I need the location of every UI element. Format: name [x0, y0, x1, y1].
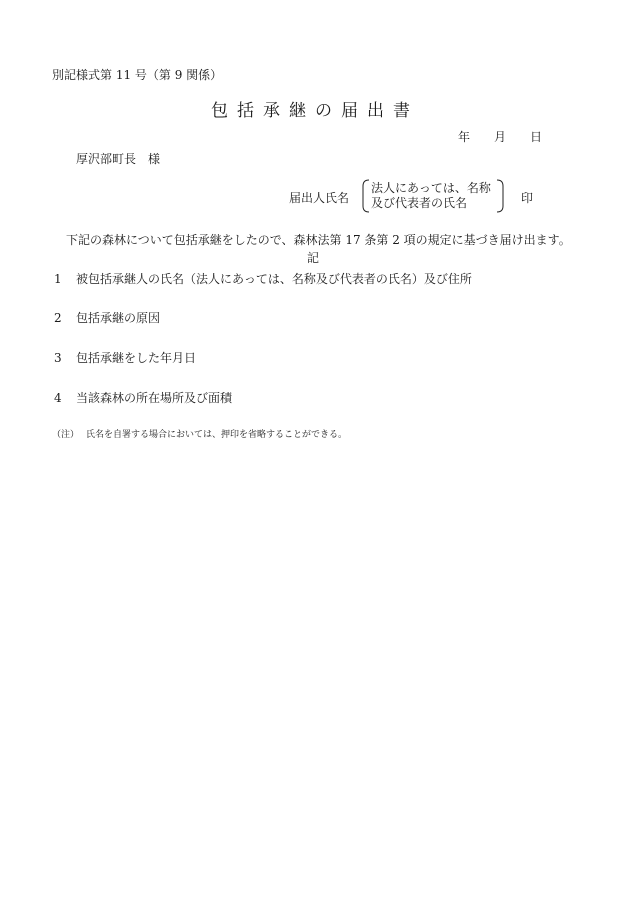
- date-year: 年: [458, 130, 471, 144]
- date-line: [458, 128, 542, 145]
- addressee: 厚沢部町長 様: [76, 152, 161, 166]
- applicant-name-label: 届出人氏名: [289, 191, 350, 205]
- item-text: 被包括承継人の氏名（法人にあっては、名称及び代表者の氏名）及び住所: [76, 272, 472, 286]
- bracket-text: [371, 181, 491, 211]
- item-number: 2: [54, 311, 62, 325]
- list-item: [54, 309, 160, 326]
- document-title: 包括承継の届出書: [211, 101, 419, 121]
- item-number: 1: [54, 272, 62, 286]
- list-item: [54, 389, 232, 406]
- item-text: 包括承継の原因: [76, 311, 161, 325]
- list-item: [54, 349, 196, 366]
- item-text: 当該森林の所在場所及び面積: [76, 391, 233, 405]
- footnote: [52, 427, 347, 440]
- form-number: 別記様式第 11 号（第 9 関係）: [52, 68, 223, 82]
- seal-mark: 印: [521, 191, 534, 205]
- note-mark: （注）: [52, 430, 80, 440]
- bracket-line-2: 及び代表者の氏名: [371, 196, 468, 210]
- item-text: 包括承継をした年月日: [76, 351, 197, 365]
- note-text: 氏名を自署する場合においては、押印を省略することができる。: [86, 430, 348, 440]
- bracket-line-1: 法人にあっては、名称: [371, 181, 491, 195]
- list-item: [54, 270, 472, 287]
- applicant-bracket-note: [361, 179, 505, 213]
- item-number: 3: [54, 351, 62, 365]
- date-month: 月: [494, 130, 507, 144]
- date-day: 日: [530, 130, 543, 144]
- ki-heading: 記: [307, 251, 320, 265]
- item-number: 4: [54, 391, 62, 405]
- body-text: 下記の森林について包括承継をしたので、森林法第 17 条第 2 項の規定に基づき届け出ます。: [66, 233, 571, 247]
